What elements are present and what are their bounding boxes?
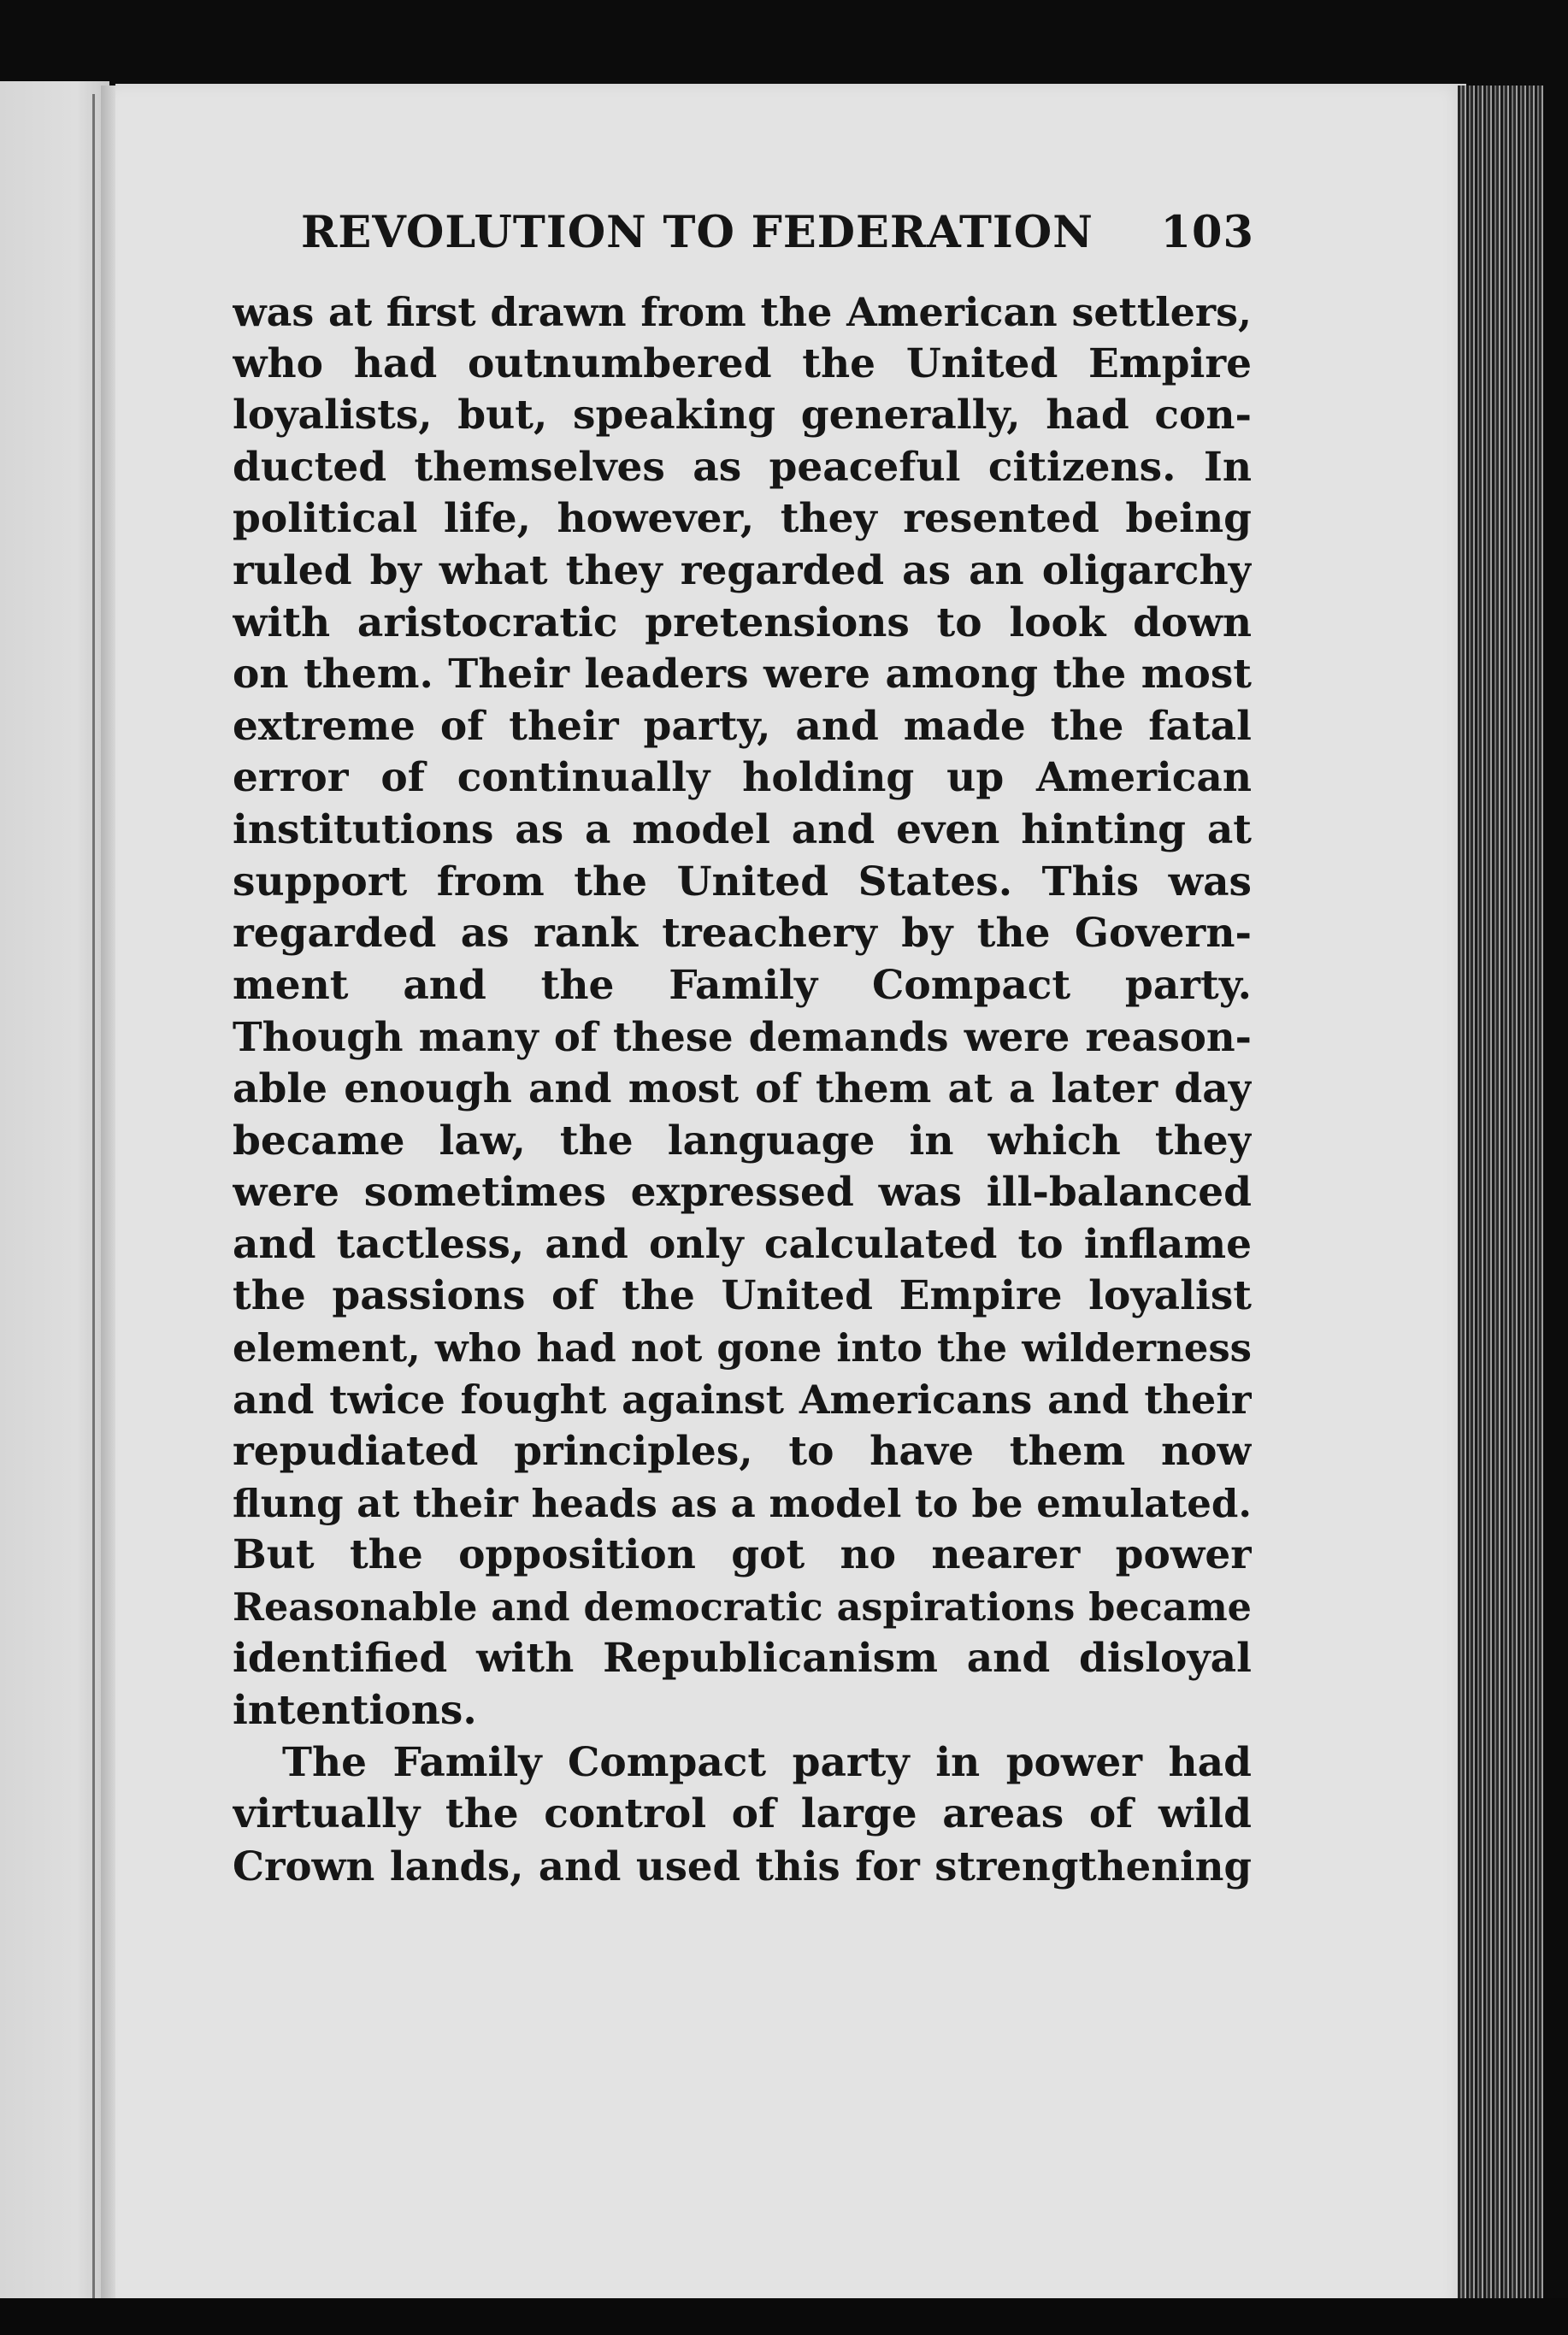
text-line: and tactless, and only calculated to inflame bbox=[233, 1220, 1252, 1268]
text-line: error of continually holding up American bbox=[233, 754, 1252, 802]
body-text bbox=[233, 286, 1252, 1892]
text-line: identified with Republicanism and disloyal bbox=[233, 1635, 1252, 1683]
text-line: ment and the Family Compact party. bbox=[233, 961, 1252, 1009]
running-head-title: REVOLUTION TO FEDERATION bbox=[301, 207, 1093, 258]
text-line: political life, however, they resented being bbox=[233, 495, 1252, 543]
text-line: the passions of the United Empire loyalist bbox=[233, 1272, 1252, 1320]
text-line: The Family Compact party in power had bbox=[282, 1738, 1252, 1786]
text-line: Though many of these demands were reason- bbox=[233, 1013, 1252, 1061]
text-line: regarded as rank treachery by the Govern- bbox=[233, 910, 1252, 958]
text-line: But the opposition got no nearer power bbox=[233, 1531, 1252, 1579]
text-line: with aristocratic pretensions to look down bbox=[233, 598, 1252, 646]
text-line: support from the United States. This was bbox=[233, 858, 1252, 905]
page-number: 103 bbox=[1160, 207, 1254, 258]
text-line: loyalists, but, speaking generally, had con- bbox=[233, 392, 1252, 439]
text-line: Reasonable and democratic aspirations became bbox=[233, 1584, 1252, 1630]
running-head bbox=[301, 198, 1254, 267]
text-line: who had outnumbered the United Empire bbox=[233, 339, 1252, 387]
text-line: on them. Their leaders were among the most bbox=[233, 651, 1252, 699]
text-line: became law, the language in which they bbox=[233, 1117, 1252, 1165]
text-line: ruled by what they regarded as an oligarchy bbox=[233, 546, 1252, 594]
text-line: element, who had not gone into the wilderness bbox=[233, 1324, 1252, 1371]
text-line: able enough and most of them at a later day bbox=[233, 1064, 1252, 1112]
text-line: intentions. bbox=[233, 1687, 477, 1735]
text-line: ducted themselves as peaceful citizens. In bbox=[233, 443, 1252, 491]
text-line: flung at their heads as a model to be emulated. bbox=[233, 1480, 1252, 1526]
book-fore-edge bbox=[1458, 85, 1543, 2300]
text-line: and twice fought against Americans and their bbox=[233, 1377, 1252, 1424]
text-line: extreme of their party, and made the fatal bbox=[233, 702, 1252, 750]
text-line: institutions as a model and even hinting at bbox=[233, 805, 1252, 853]
text-line: Crown lands, and used this for strengthening bbox=[233, 1842, 1252, 1890]
bottom-shadow bbox=[0, 2298, 1568, 2335]
text-line: virtually the control of large areas of wild bbox=[233, 1790, 1252, 1838]
text-line: were sometimes expressed was ill-balanced bbox=[233, 1169, 1252, 1217]
gutter-line bbox=[92, 94, 95, 2300]
text-line: was at first drawn from the American settlers, bbox=[233, 289, 1252, 335]
text-line: repudiated principles, to have them now bbox=[233, 1428, 1252, 1476]
